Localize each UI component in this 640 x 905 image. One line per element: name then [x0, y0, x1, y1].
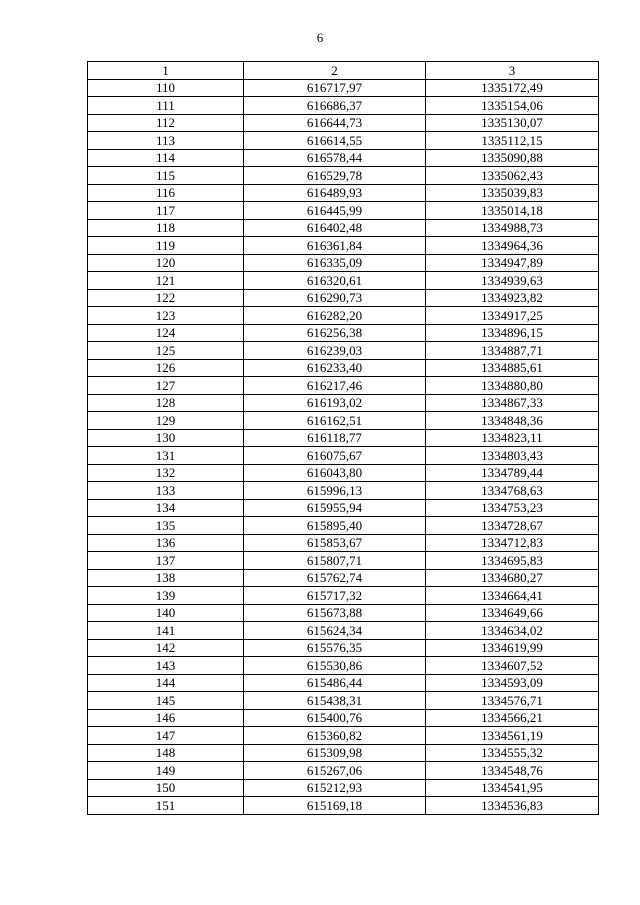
point-number-cell: 144	[88, 674, 244, 692]
point-number-cell: 126	[88, 359, 244, 377]
page-number: 6	[316, 30, 324, 45]
table-row	[88, 394, 599, 412]
table-row	[88, 237, 599, 255]
table-header	[88, 62, 599, 80]
point-number-cell: 118	[88, 219, 244, 237]
y-coordinate-cell: 1334947,89	[426, 254, 599, 272]
point-number-cell: 133	[88, 482, 244, 500]
x-coordinate-cell: 616239,03	[244, 342, 426, 360]
column-header-2: 2	[244, 62, 426, 80]
x-coordinate-cell: 615360,82	[244, 727, 426, 745]
y-coordinate-cell: 1334848,36	[426, 412, 599, 430]
y-coordinate-cell: 1334555,32	[426, 744, 599, 762]
y-coordinate-cell: 1334768,63	[426, 482, 599, 500]
point-number-cell: 140	[88, 604, 244, 622]
table-row	[88, 569, 599, 587]
point-number-cell: 132	[88, 464, 244, 482]
y-coordinate-cell: 1334823,11	[426, 429, 599, 447]
y-coordinate-cell: 1334728,67	[426, 517, 599, 535]
y-coordinate-cell: 1335172,49	[426, 79, 599, 97]
x-coordinate-cell: 616361,84	[244, 237, 426, 255]
y-coordinate-cell: 1334753,23	[426, 499, 599, 517]
table-row	[88, 167, 599, 185]
point-number-cell: 112	[88, 114, 244, 132]
table-row	[88, 447, 599, 465]
y-coordinate-cell: 1334880,80	[426, 377, 599, 395]
table-row	[88, 97, 599, 115]
x-coordinate-cell: 616402,48	[244, 219, 426, 237]
x-coordinate-cell: 616290,73	[244, 289, 426, 307]
table-row	[88, 779, 599, 797]
y-coordinate-cell: 1334536,83	[426, 797, 599, 815]
table-body	[88, 79, 599, 814]
x-coordinate-cell: 615673,88	[244, 604, 426, 622]
y-coordinate-cell: 1334939,63	[426, 272, 599, 290]
table-row	[88, 377, 599, 395]
point-number-cell: 127	[88, 377, 244, 395]
table-row	[88, 622, 599, 640]
point-number-cell: 141	[88, 622, 244, 640]
y-coordinate-cell: 1334887,71	[426, 342, 599, 360]
table-row	[88, 797, 599, 815]
point-number-cell: 119	[88, 237, 244, 255]
table-row	[88, 342, 599, 360]
point-number-cell: 124	[88, 324, 244, 342]
point-number-cell: 121	[88, 272, 244, 290]
y-coordinate-cell: 1335062,43	[426, 167, 599, 185]
table-row	[88, 744, 599, 762]
y-coordinate-cell: 1334561,19	[426, 727, 599, 745]
column-header-1: 1	[88, 62, 244, 80]
table-row	[88, 692, 599, 710]
x-coordinate-cell: 616529,78	[244, 167, 426, 185]
point-number-cell: 148	[88, 744, 244, 762]
y-coordinate-cell: 1334548,76	[426, 762, 599, 780]
y-coordinate-cell: 1335130,07	[426, 114, 599, 132]
x-coordinate-cell: 615267,06	[244, 762, 426, 780]
point-number-cell: 149	[88, 762, 244, 780]
point-number-cell: 130	[88, 429, 244, 447]
x-coordinate-cell: 616489,93	[244, 184, 426, 202]
table-row	[88, 272, 599, 290]
point-number-cell: 145	[88, 692, 244, 710]
x-coordinate-cell: 616233,40	[244, 359, 426, 377]
point-number-cell: 123	[88, 307, 244, 325]
table-row	[88, 132, 599, 150]
y-coordinate-cell: 1334619,99	[426, 639, 599, 657]
y-coordinate-cell: 1334695,83	[426, 552, 599, 570]
x-coordinate-cell: 616686,37	[244, 97, 426, 115]
table-row	[88, 727, 599, 745]
x-coordinate-cell: 615624,34	[244, 622, 426, 640]
x-coordinate-cell: 615853,67	[244, 534, 426, 552]
y-coordinate-cell: 1334988,73	[426, 219, 599, 237]
point-number-cell: 151	[88, 797, 244, 815]
y-coordinate-cell: 1334680,27	[426, 569, 599, 587]
x-coordinate-cell: 616335,09	[244, 254, 426, 272]
table-row	[88, 499, 599, 517]
y-coordinate-cell: 1334576,71	[426, 692, 599, 710]
table-row	[88, 482, 599, 500]
y-coordinate-cell: 1334593,09	[426, 674, 599, 692]
point-number-cell: 134	[88, 499, 244, 517]
table-row	[88, 674, 599, 692]
x-coordinate-cell: 616162,51	[244, 412, 426, 430]
x-coordinate-cell: 616256,38	[244, 324, 426, 342]
x-coordinate-cell: 615717,32	[244, 587, 426, 605]
coordinates-table	[87, 61, 599, 815]
point-number-cell: 146	[88, 709, 244, 727]
table-row	[88, 464, 599, 482]
y-coordinate-cell: 1335014,18	[426, 202, 599, 220]
y-coordinate-cell: 1335039,83	[426, 184, 599, 202]
y-coordinate-cell: 1334885,61	[426, 359, 599, 377]
table-row	[88, 552, 599, 570]
y-coordinate-cell: 1334923,82	[426, 289, 599, 307]
point-number-cell: 138	[88, 569, 244, 587]
y-coordinate-cell: 1334867,33	[426, 394, 599, 412]
x-coordinate-cell: 616118,77	[244, 429, 426, 447]
point-number-cell: 116	[88, 184, 244, 202]
point-number-cell: 150	[88, 779, 244, 797]
x-coordinate-cell: 616614,55	[244, 132, 426, 150]
y-coordinate-cell: 1334541,95	[426, 779, 599, 797]
table-row	[88, 79, 599, 97]
y-coordinate-cell: 1334896,15	[426, 324, 599, 342]
x-coordinate-cell: 616043,80	[244, 464, 426, 482]
table-row	[88, 289, 599, 307]
point-number-cell: 142	[88, 639, 244, 657]
header-row	[88, 62, 599, 80]
table-row	[88, 429, 599, 447]
y-coordinate-cell: 1334607,52	[426, 657, 599, 675]
x-coordinate-cell: 616320,61	[244, 272, 426, 290]
x-coordinate-cell: 615955,94	[244, 499, 426, 517]
x-coordinate-cell: 615400,76	[244, 709, 426, 727]
table-row	[88, 359, 599, 377]
table-row	[88, 762, 599, 780]
table-row	[88, 709, 599, 727]
table-row	[88, 324, 599, 342]
table-row	[88, 587, 599, 605]
point-number-cell: 139	[88, 587, 244, 605]
point-number-cell: 122	[88, 289, 244, 307]
table-row	[88, 307, 599, 325]
x-coordinate-cell: 615576,35	[244, 639, 426, 657]
y-coordinate-cell: 1334664,41	[426, 587, 599, 605]
x-coordinate-cell: 616445,99	[244, 202, 426, 220]
point-number-cell: 110	[88, 79, 244, 97]
x-coordinate-cell: 616717,97	[244, 79, 426, 97]
y-coordinate-cell: 1335154,06	[426, 97, 599, 115]
y-coordinate-cell: 1334649,66	[426, 604, 599, 622]
x-coordinate-cell: 615486,44	[244, 674, 426, 692]
point-number-cell: 137	[88, 552, 244, 570]
y-coordinate-cell: 1334789,44	[426, 464, 599, 482]
y-coordinate-cell: 1334803,43	[426, 447, 599, 465]
point-number-cell: 131	[88, 447, 244, 465]
table-row	[88, 202, 599, 220]
column-header-3: 3	[426, 62, 599, 80]
point-number-cell: 120	[88, 254, 244, 272]
table-row	[88, 657, 599, 675]
x-coordinate-cell: 615996,13	[244, 482, 426, 500]
x-coordinate-cell: 616075,67	[244, 447, 426, 465]
y-coordinate-cell: 1334634,02	[426, 622, 599, 640]
table-row	[88, 254, 599, 272]
x-coordinate-cell: 616282,20	[244, 307, 426, 325]
x-coordinate-cell: 615807,71	[244, 552, 426, 570]
point-number-cell: 128	[88, 394, 244, 412]
table-row	[88, 534, 599, 552]
point-number-cell: 113	[88, 132, 244, 150]
table-row	[88, 517, 599, 535]
x-coordinate-cell: 616193,02	[244, 394, 426, 412]
point-number-cell: 147	[88, 727, 244, 745]
table-row	[88, 114, 599, 132]
point-number-cell: 115	[88, 167, 244, 185]
x-coordinate-cell: 616644,73	[244, 114, 426, 132]
table-row	[88, 639, 599, 657]
point-number-cell: 117	[88, 202, 244, 220]
x-coordinate-cell: 615309,98	[244, 744, 426, 762]
x-coordinate-cell: 615169,18	[244, 797, 426, 815]
table-row	[88, 184, 599, 202]
x-coordinate-cell: 616578,44	[244, 149, 426, 167]
y-coordinate-cell: 1334964,36	[426, 237, 599, 255]
x-coordinate-cell: 615438,31	[244, 692, 426, 710]
point-number-cell: 143	[88, 657, 244, 675]
point-number-cell: 111	[88, 97, 244, 115]
y-coordinate-cell: 1334917,25	[426, 307, 599, 325]
x-coordinate-cell: 615530,86	[244, 657, 426, 675]
point-number-cell: 129	[88, 412, 244, 430]
x-coordinate-cell: 615212,93	[244, 779, 426, 797]
table-row	[88, 412, 599, 430]
point-number-cell: 135	[88, 517, 244, 535]
table-row	[88, 149, 599, 167]
table-row	[88, 219, 599, 237]
x-coordinate-cell: 615895,40	[244, 517, 426, 535]
y-coordinate-cell: 1334566,21	[426, 709, 599, 727]
x-coordinate-cell: 615762,74	[244, 569, 426, 587]
point-number-cell: 114	[88, 149, 244, 167]
y-coordinate-cell: 1334712,83	[426, 534, 599, 552]
y-coordinate-cell: 1335112,15	[426, 132, 599, 150]
table-row	[88, 604, 599, 622]
point-number-cell: 125	[88, 342, 244, 360]
point-number-cell: 136	[88, 534, 244, 552]
y-coordinate-cell: 1335090,88	[426, 149, 599, 167]
x-coordinate-cell: 616217,46	[244, 377, 426, 395]
